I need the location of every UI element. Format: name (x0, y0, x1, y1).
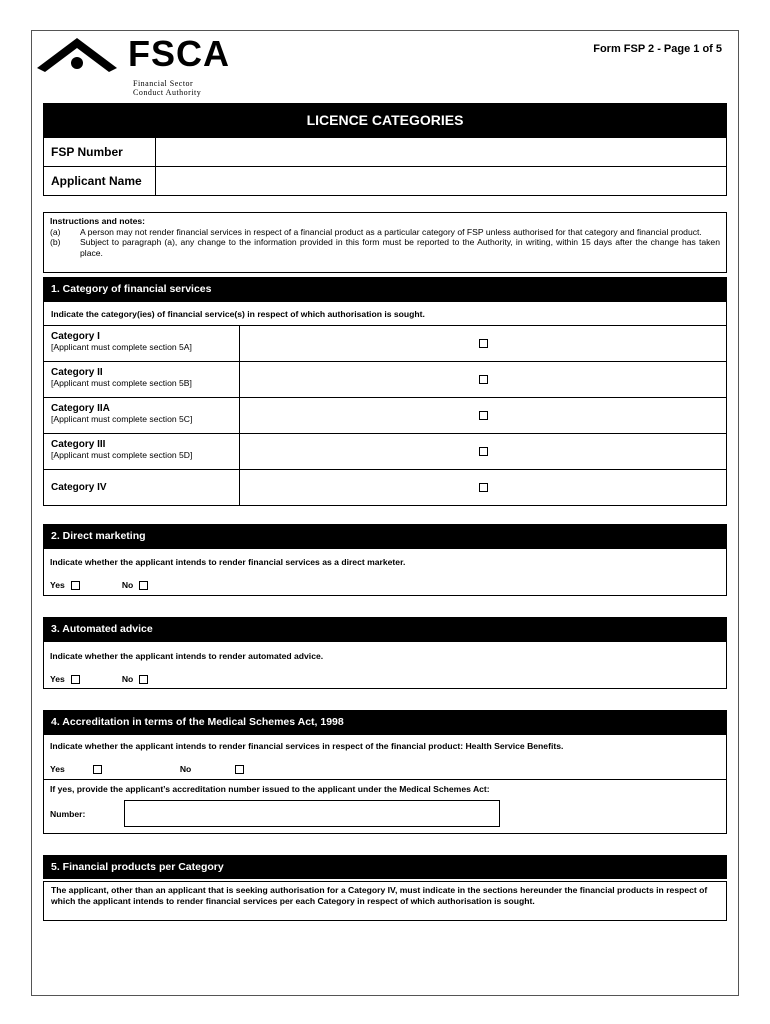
logo-subtitle (133, 79, 201, 97)
category-iv-checkbox[interactable] (479, 483, 488, 492)
category-iii-checkbox[interactable] (479, 447, 488, 456)
category-name: Category II (51, 367, 103, 378)
section4-yes-no (43, 760, 727, 778)
medical-schemes-yes-checkbox[interactable] (93, 765, 102, 774)
applicant-name-label: Applicant Name (44, 167, 156, 195)
category-label-cell (44, 470, 240, 505)
logo-text: FSCA (128, 33, 230, 74)
instruction-label: (a) (50, 226, 61, 237)
yes-label: Yes (50, 580, 65, 590)
logo-subtitle-line2: Conduct Authority (133, 88, 202, 97)
form-page-indicator: Form FSP 2 - Page 1 of 5 (593, 43, 722, 55)
category-label-cell (44, 434, 240, 469)
section5-text: The applicant, other than an applicant that is seeking authorisation for a Category IV, must indicate in the sections hereunder the financial products in respect of which the applicant intends to render financial services per each Category in respect of which authorisation is sought. (43, 881, 727, 921)
category-check-cell (240, 326, 726, 361)
section2-header: 2. Direct marketing (43, 524, 727, 548)
category-table (43, 325, 727, 506)
section2-note: Indicate whether the applicant intends to render financial services as a direct marketer. (50, 557, 406, 567)
applicant-id-table (43, 137, 727, 196)
section1-header: 1. Category of financial services (43, 277, 727, 301)
category-check-cell (240, 470, 726, 505)
instructions-heading: Instructions and notes: (50, 216, 146, 226)
automated-advice-no-checkbox[interactable] (139, 675, 148, 684)
category-row (44, 433, 726, 469)
category-label-cell (44, 326, 240, 361)
category-i-checkbox[interactable] (479, 339, 488, 348)
category-row (44, 469, 726, 505)
category-note: [Applicant must complete section 5C] (51, 414, 193, 424)
category-note: [Applicant must complete section 5B] (51, 378, 192, 388)
category-note: [Applicant must complete section 5A] (51, 342, 192, 352)
section5-header: 5. Financial products per Category (43, 855, 727, 879)
category-row (44, 326, 726, 361)
applicant-name-field[interactable] (156, 167, 726, 195)
section4-note: Indicate whether the applicant intends to render financial services in respect of the financial product: Health Service Benefits. (50, 741, 564, 751)
logo-subtitle-line1: Financial Sector (133, 79, 194, 88)
no-label: No (121, 674, 134, 684)
instruction-text: Subject to paragraph (a), any change to the information provided in this form must be reported to the Authority, in writing, within 15 days after the change has taken place. (80, 237, 720, 258)
fsp-number-label: FSP Number (44, 138, 156, 166)
category-name: Category IV (51, 482, 107, 493)
form-title: LICENCE CATEGORIES (43, 103, 727, 137)
medical-schemes-no-checkbox[interactable] (235, 765, 244, 774)
yes-label: Yes (50, 764, 65, 774)
instruction-item (50, 237, 720, 258)
section4-header: 4. Accreditation in terms of the Medical Schemes Act, 1998 (43, 710, 727, 734)
category-name: Category IIA (51, 403, 110, 414)
category-name: Category III (51, 439, 106, 450)
direct-marketing-yes-checkbox[interactable] (71, 581, 80, 590)
automated-advice-yes-checkbox[interactable] (71, 675, 80, 684)
instructions-box (43, 212, 727, 273)
yes-label: Yes (50, 674, 65, 684)
section3-yes-no (43, 670, 727, 688)
no-label: No (121, 580, 134, 590)
direct-marketing-no-checkbox[interactable] (139, 581, 148, 590)
fsca-logo-icon (37, 38, 117, 72)
category-row (44, 397, 726, 433)
category-ii-checkbox[interactable] (479, 375, 488, 384)
category-name: Category I (51, 331, 100, 342)
fsp-number-row (44, 137, 726, 166)
category-label-cell (44, 362, 240, 397)
no-label: No (179, 764, 192, 774)
instruction-text: A person may not render financial services in respect of a financial product as a particular category of FSP unless authorised for that category and financial product. (80, 226, 702, 237)
category-note: [Applicant must complete section 5D] (51, 450, 193, 460)
applicant-name-row (44, 166, 726, 195)
instruction-item (50, 227, 720, 238)
category-check-cell (240, 362, 726, 397)
fsp-number-field[interactable] (156, 138, 726, 166)
category-row (44, 361, 726, 397)
category-check-cell (240, 398, 726, 433)
section1-note: Indicate the category(ies) of financial service(s) in respect of which authorisation is sought. (43, 301, 727, 325)
category-iia-checkbox[interactable] (479, 411, 488, 420)
section3-header: 3. Automated advice (43, 617, 727, 641)
accreditation-note: If yes, provide the applicant’s accreditation number issued to the applicant under the Medical Schemes Act: (50, 784, 490, 794)
section3-note: Indicate whether the applicant intends to render automated advice. (50, 651, 324, 661)
instruction-label: (b) (50, 237, 61, 247)
category-check-cell (240, 434, 726, 469)
accreditation-number-field[interactable] (124, 800, 500, 827)
number-label: Number: (50, 809, 86, 819)
category-label-cell (44, 398, 240, 433)
section2-yes-no (43, 576, 727, 594)
